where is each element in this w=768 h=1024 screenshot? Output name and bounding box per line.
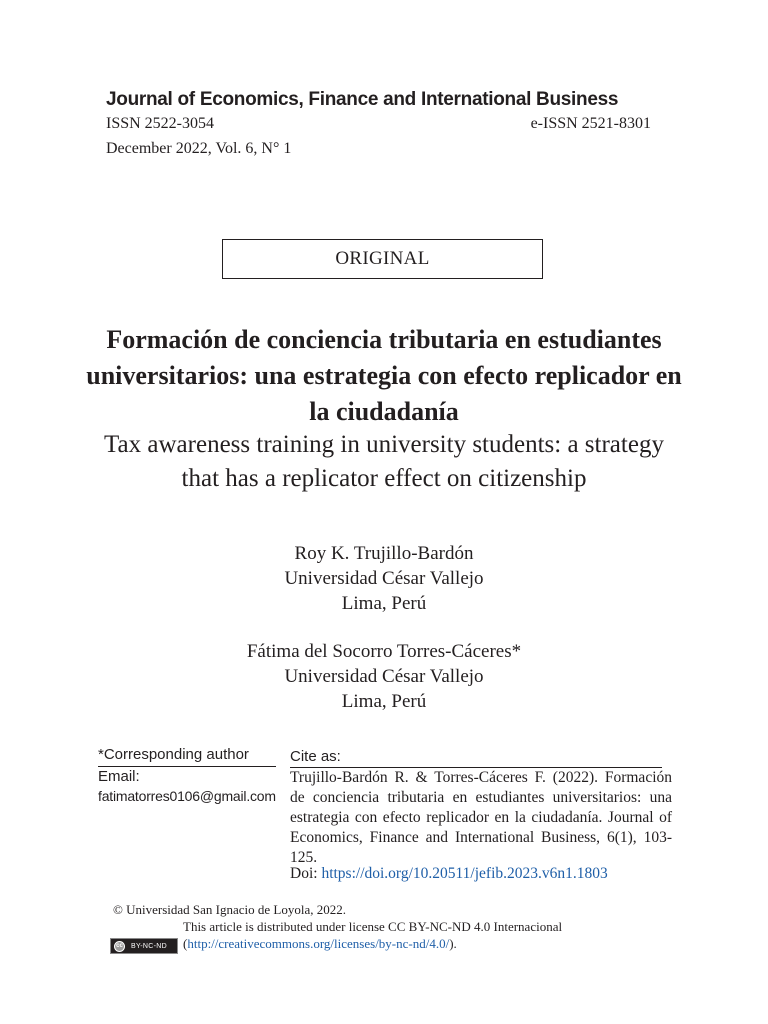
issn: ISSN 2522-3054	[106, 115, 215, 132]
license-paren-open: (	[183, 936, 188, 951]
title-spanish: Formación de conciencia tributaria en estudiantes universitarios: una estrategia con efecto replicador en la ciudadanía	[86, 325, 682, 426]
email-label: Email:	[98, 768, 140, 785]
author-location: Lima, Perú	[341, 691, 427, 712]
cc-license-badge-icon	[110, 938, 178, 954]
doi-label: Doi:	[290, 865, 322, 882]
author-institution: Universidad César Vallejo	[284, 666, 484, 687]
cc-icon: cc	[114, 941, 125, 952]
author-block	[84, 639, 684, 714]
author-location: Lima, Perú	[341, 593, 427, 614]
email-address[interactable]: fatimatorres0106@gmail.com	[98, 788, 276, 804]
article-type-label: ORIGINAL	[335, 248, 430, 269]
cc-badge-text: BY-NC-ND	[131, 942, 167, 950]
corresponding-divider	[98, 766, 276, 767]
license-paren-close: ).	[449, 936, 457, 951]
journal-title: Journal of Economics, Finance and International Business	[106, 89, 619, 110]
citation-text: Trujillo-Bardón R. & Torres-Cáceres F. (2022). Formación de conciencia tributaria en estudiantes universitarios: una estrategia con efecto replicador en la ciudadanía. Journal of Economics, Finance and International Business, 6(1), 103-125.	[290, 769, 672, 866]
author-block	[84, 541, 684, 616]
license-text: This article is distributed under license CC BY-NC-ND 4.0 Internacional	[183, 919, 563, 934]
title-english: Tax awareness training in university students: a strategy that has a replicator effect on citizenship	[104, 431, 664, 492]
doi-link[interactable]: https://doi.org/10.20511/jefib.2023.v6n1.1803	[321, 865, 608, 882]
author-institution: Universidad César Vallejo	[284, 568, 484, 589]
article-type-box	[222, 239, 543, 279]
corresponding-author-label: *Corresponding author	[98, 746, 249, 763]
doi-row	[290, 864, 608, 884]
copyright: © Universidad San Ignacio de Loyola, 2022.	[113, 902, 346, 917]
cite-label: Cite as:	[290, 748, 341, 765]
issue-info: December 2022, Vol. 6, N° 1	[106, 140, 292, 157]
author-name: Roy K. Trujillo-Bardón	[294, 543, 474, 564]
eissn: e-ISSN 2521-8301	[530, 115, 651, 132]
license-url-row	[183, 936, 457, 952]
author-name: Fátima del Socorro Torres-Cáceres*	[246, 641, 522, 662]
license-link[interactable]: http://creativecommons.org/licenses/by-nc-nd/4.0/	[187, 936, 450, 951]
